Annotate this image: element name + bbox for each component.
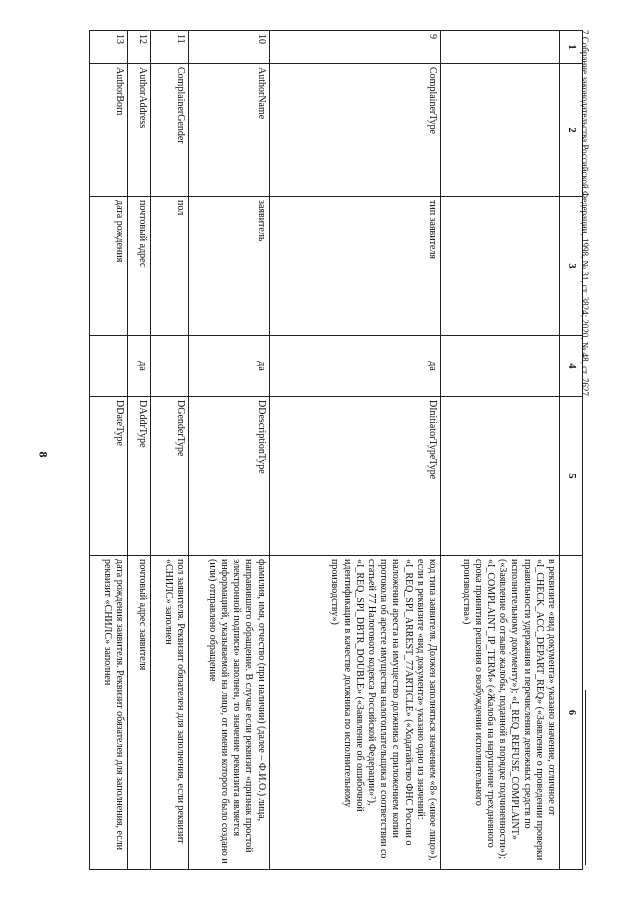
header-col-1: 1 — [560, 31, 583, 64]
row-number: 12 — [128, 31, 150, 64]
field-type: DDateType — [90, 397, 128, 556]
field-description: почтовый адрес — [128, 197, 150, 336]
row-number: 9 — [269, 31, 440, 64]
field-note: дата рождения заявителя. Реквизит обязателен для заполнения, если реквизит «СНИЛС» заполнен — [90, 556, 128, 870]
row-number — [441, 31, 560, 64]
field-required — [90, 336, 128, 397]
row-number: 13 — [90, 31, 128, 64]
row-number: 10 — [188, 31, 269, 64]
field-note: код типа заявителя. Должен заполняться значением «8» («иное лицо»), если в реквизите «вид документа» указано одно из значений: «I_REQ_SPI_ARREST_77ARTICLE» («Ходатайство ФНС России о наложении ареста на имущество должника с приложением копии протокола об аресте имущества налогоплательщика в соответствии со статьей 77 Налогового кодекса Российской Федерации»⁷), «I_REQ_SPI_DBTR_DOUBLE» («Заявление об ошибочной идентификации в качестве должника по исполнительному производству») — [269, 556, 440, 870]
header-col-6: 6 — [560, 556, 583, 870]
field-name: ComplainerGender — [150, 64, 188, 197]
rotated-table-wrapper — [89, 30, 583, 870]
field-description: заявитель — [188, 197, 269, 336]
field-required — [150, 336, 188, 397]
field-type: DDescriptionType — [188, 397, 269, 556]
field-required: да — [128, 336, 150, 397]
header-col-4: 4 — [560, 336, 583, 397]
table-row — [269, 31, 440, 870]
field-description: тип заявителя — [269, 197, 440, 336]
field-description: пол — [150, 197, 188, 336]
table-row — [188, 31, 269, 870]
table-row — [441, 31, 560, 870]
table-row — [128, 31, 150, 870]
field-type — [441, 397, 560, 556]
field-required: да — [188, 336, 269, 397]
header-col-3: 3 — [560, 197, 583, 336]
table-row — [150, 31, 188, 870]
field-type: DGenderType — [150, 397, 188, 556]
requisites-table — [89, 30, 583, 870]
field-required — [441, 336, 560, 397]
field-note: фамилия, имя, отчество (при наличии) (далее – Ф.И.О.) лица, направившего обращение. В случае если реквизит «признак простой электронной подписи» заполнен, то значение реквизита является информацией, указываемой на лицо, от имени которого было создано и (или) отправлено обращение — [188, 556, 269, 870]
field-note: в реквизите «вид документа» указано значение, отличное от «I_CHECK_ACC_DEPART_REQ» («Заявление о проведении проверки правильности удержания и перечисления денежных средств по исполнительному документу»); «I_REQ_REFUSE_COMPLAINT» («Заявление об отзыве жалобы, поданной в порядке подчиненности»); «I_COMPLAINT_IP_TERM» («Жалоба на нарушение трехдневного срока принятия решения о возбуждении исполнительного производства») — [441, 556, 560, 870]
field-name: AuthorBorn — [90, 64, 128, 197]
field-name: AuthorName — [188, 64, 269, 197]
field-note: почтовый адрес заявителя — [128, 556, 150, 870]
field-type: DInitiatorTypeType — [269, 397, 440, 556]
table-row — [90, 31, 128, 870]
page-number: 8 — [36, 451, 51, 458]
header-col-5: 5 — [560, 397, 583, 556]
field-description: дата рождения — [90, 197, 128, 336]
field-name: AuthorAddress — [128, 64, 150, 197]
footnote: 7 Собрание законодательства Российской Федерации, 1998, № 31, ст. 3824; 2020, № 48, ст. 7627. — [580, 30, 590, 399]
field-required: да — [269, 336, 440, 397]
row-number: 11 — [150, 31, 188, 64]
field-note: пол заявителя. Реквизит обязателен для заполнения, если реквизит «СНИЛС» заполнен — [150, 556, 188, 870]
field-name: ComplainerType — [269, 64, 440, 197]
header-col-2: 2 — [560, 64, 583, 197]
field-description — [441, 197, 560, 336]
field-name — [441, 64, 560, 197]
field-type: DAddrType — [128, 397, 150, 556]
